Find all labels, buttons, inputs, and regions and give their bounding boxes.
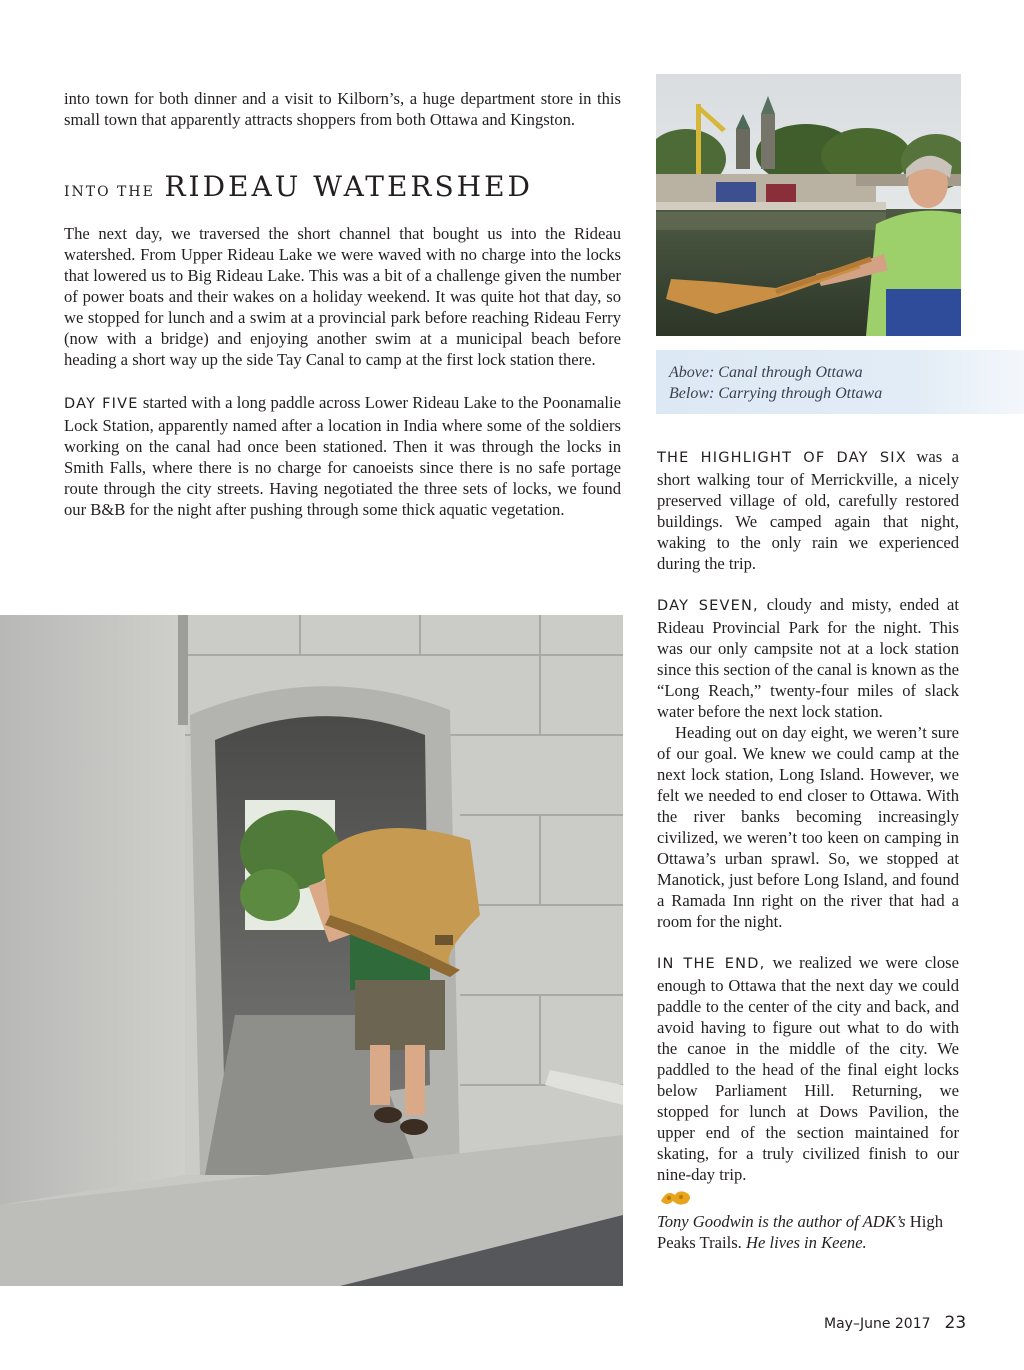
- author-bio: [657, 1211, 959, 1253]
- intro-paragraph: into town for both dinner and a visit to Kilborn’s, a huge department store in this small town that apparently attracts shoppers from both Ottawa and Kingston.: [64, 89, 621, 129]
- day-seven-lead: DAY SEVEN,: [657, 598, 759, 614]
- day-six-paragraph: [657, 446, 959, 574]
- portage-photo: [0, 615, 623, 1286]
- section-heading: [64, 170, 621, 203]
- in-the-end-text: we realized we were close enough to Ottawa that the next day we could paddle to the center of the city and back, and avoid having to figure out what to do with the canoe in the middle of the city. We paddled to the head of the final eight locks below Parliament Hill. Returning, we stopped for lunch at Dows Pavilion, the upper end of the section maintained for skating, for a truly civilized finish to our nine-day trip.: [657, 953, 960, 1184]
- page-folio: [824, 1313, 966, 1333]
- in-the-end-paragraph: [657, 952, 959, 1185]
- day-seven-text: cloudy and misty, ended at Rideau Provincial Park for the night. This was our only campsite not at a lock station since this section of the canal is known as the “Long Reach,” twenty-four miles of slack water before the next lock station.: [657, 595, 959, 721]
- day-five-text: started with a long paddle across Lower Rideau Lake to the Poonamalie Lock Station, apparently named after a location in India where some of the soldiers working on the canal had once been stationed. Then it was through the locks in Smith Falls, where there is no charge for canoeists since there is no safe portage route through the city streets. Having negotiated the three sets of locks, we found our B&B for the night after pushing through some thick aquatic vegetation.: [64, 393, 622, 519]
- left-column: [64, 88, 621, 520]
- canal-photo: [656, 74, 961, 336]
- adk-end-logo-icon: [657, 1187, 697, 1207]
- day-five-paragraph: [64, 392, 621, 520]
- bio-part1: Tony Goodwin is the author of ADK’s: [657, 1212, 910, 1231]
- caption-below: Below: Carrying through Ottawa: [669, 385, 883, 402]
- canal-photo-graphic: [656, 74, 961, 336]
- day-seven-paragraph: [657, 594, 959, 722]
- caption-above: Above: Canal through Ottawa: [669, 364, 863, 381]
- in-the-end-lead: IN THE END,: [657, 956, 766, 972]
- folio-issue: May–June 2017: [824, 1316, 931, 1332]
- day-six-lead: THE HIGHLIGHT OF DAY SIX: [657, 450, 907, 466]
- rideau-paragraph: The next day, we traversed the short channel that bought us into the Rideau watershed. From Upper Rideau Lake we were waved with no charge into the locks that lowered us to Big Rideau Lake. This was a bit of a challenge given the number of power boats and their wakes on a holiday weekend. It was quite hot that day, so we stopped for lunch and a swim at a provincial park before reaching Rideau Ferry (now with a bridge) and enjoying another swim at a municipal beach before heading a short way up the side Tay Canal to camp at the first lock station there.: [64, 224, 621, 369]
- bio-book-title: High Peaks Trails.: [657, 1212, 943, 1252]
- folio-page-number: 23: [944, 1313, 967, 1333]
- day-six-text: was a short walking tour of Merrickville, a nicely preserved village of old, carefully restored buildings. We camped again that night, waking to the only rain we experienced during the trip.: [657, 447, 959, 573]
- bio-part2: He lives in Keene.: [741, 1233, 867, 1252]
- section-heading-big: RIDEAU WATERSHED: [164, 170, 533, 203]
- photo-caption: [656, 350, 1024, 414]
- right-column: [657, 446, 959, 1253]
- day-five-lead: DAY FIVE: [64, 396, 139, 412]
- portage-photo-graphic: [0, 615, 623, 1286]
- day-eight-paragraph: Heading out on day eight, we weren’t sure of our goal. We knew we could camp at the next lock station, Long Island. However, we felt we needed to end closer to Ottawa. With the river banks becoming increasingly civilized, we weren’t too keen on camping in Ottawa’s urban sprawl. So, we stopped at Manotick, just before Long Island, and found a Ramada Inn right on the river that had a room for the night.: [657, 723, 959, 931]
- section-heading-small: INTO THE: [64, 184, 155, 200]
